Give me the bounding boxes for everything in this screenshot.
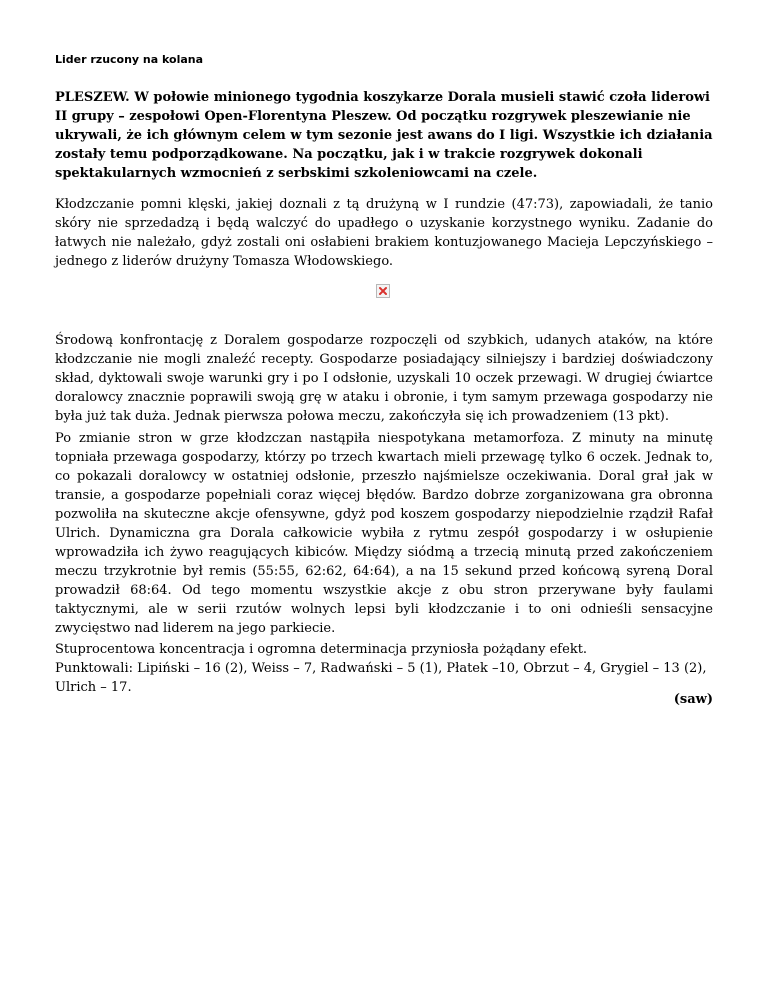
paragraph-3: Po zmianie stron w grze kłodzczan nastąpiła niespotykana metamorfoza. Z minuty na minutę topniała przewaga gospodarzy, którzy po trzech kwartach mieli przewagę tylko 6 oczek. Jednak to, co pokazali doralowcy w ostatniej odsłonie, przeszło najśmielsze oczekiwania. Doral grał jak w transie, a gospodarze popełniali coraz więcej błędów. Bardzo dobrze zorganizowana gra obronna pozwoliła na skuteczne akcje ofensywne, gdyż pod koszem gospodarzy niepodzielnie rządził Rafał Ulrich. Dynamiczna gra Dorala całkowicie wybiła z rytmu zespół gospodarzy i w osłupienie wprowadziła ich żywo reagujących kibiców. Między siódmą a trzecią minutą przed zakończeniem meczu trzykrotnie był remis (55:55, 62:62, 64:64), a na 15 sekund przed końcową syreną Doral prowadził 68:64. Od tego momentu wszystkie akcje z obu stron przerywane były faulami taktycznymi, ale w serii rzutów wolnych lepsi byli kłodzczanie i to oni odnieśli sensacyjne zwycięstwo nad liderem na jego parkiecie.: [55, 431, 713, 636]
paragraph-4-summary: Stuprocentowa koncentracja i ogromna determinacja przyniosła pożądany efekt.: [55, 642, 588, 657]
article-lead: PLESZEW. W połowie minionego tygodnia koszykarze Dorala musieli stawić czoła liderowi II grupy – zespołowi Open-Florentyna Pleszew. Od początku rozgrywek pleszewianie nie ukrywali, że ich głównym celem w tym sezonie jest awans do I ligi. Wszystkie ich działania zostały temu podporządkowane. Na początku, jak i w trakcie rozgrywek dokonali spektakularnych wzmocnień z serbskimi szkoleniowcami na czele.: [55, 90, 713, 181]
broken-image-icon: [376, 284, 390, 298]
paragraph-1: Kłodzczanie pomni klęski, jakiej doznali z tą drużyną w I rundzie (47:73), zapowiadali, że tanio skóry nie sprzedadzą i będą walczyć do upadłego o uzyskanie korzystnego wyniku. Zadanie do łatwych nie należało, gdyż zostali oni osłabieni brakiem kontuzjowanego Macieja Lepczyńskiego – jednego z liderów drużyny Tomasza Włodowskiego.: [55, 197, 713, 269]
paragraph-2: Środową konfrontację z Doralem gospodarze rozpoczęli od szybkich, udanych ataków, na które kłodzczanie nie mogli znaleźć recepty. Gospodarze posiadający silniejszy i bardziej doświadczony skład, dyktowali swoje warunki gry i po I odsłonie, uzyskali 10 oczek przewagi. W drugiej ćwiartce doralowcy znacznie poprawili swoją grę w ataku i obronie, i tym samym przewaga gospodarzy nie była już tak duża. Jednak pierwsza połowa meczu, zakończyła się ich prowadzeniem (13 pkt).: [55, 333, 713, 424]
author-signature: (saw): [673, 692, 713, 707]
paragraph-4-scorers: Punktowali: Lipiński – 16 (2), Weiss – 7, Radwański – 5 (1), Płatek –10, Obrzut – 4, Grygiel – 13 (2), Ulrich – 17.: [55, 661, 707, 695]
paragraph-4: [55, 640, 713, 697]
article-kicker: Lider rzucony na kolana: [55, 53, 204, 66]
